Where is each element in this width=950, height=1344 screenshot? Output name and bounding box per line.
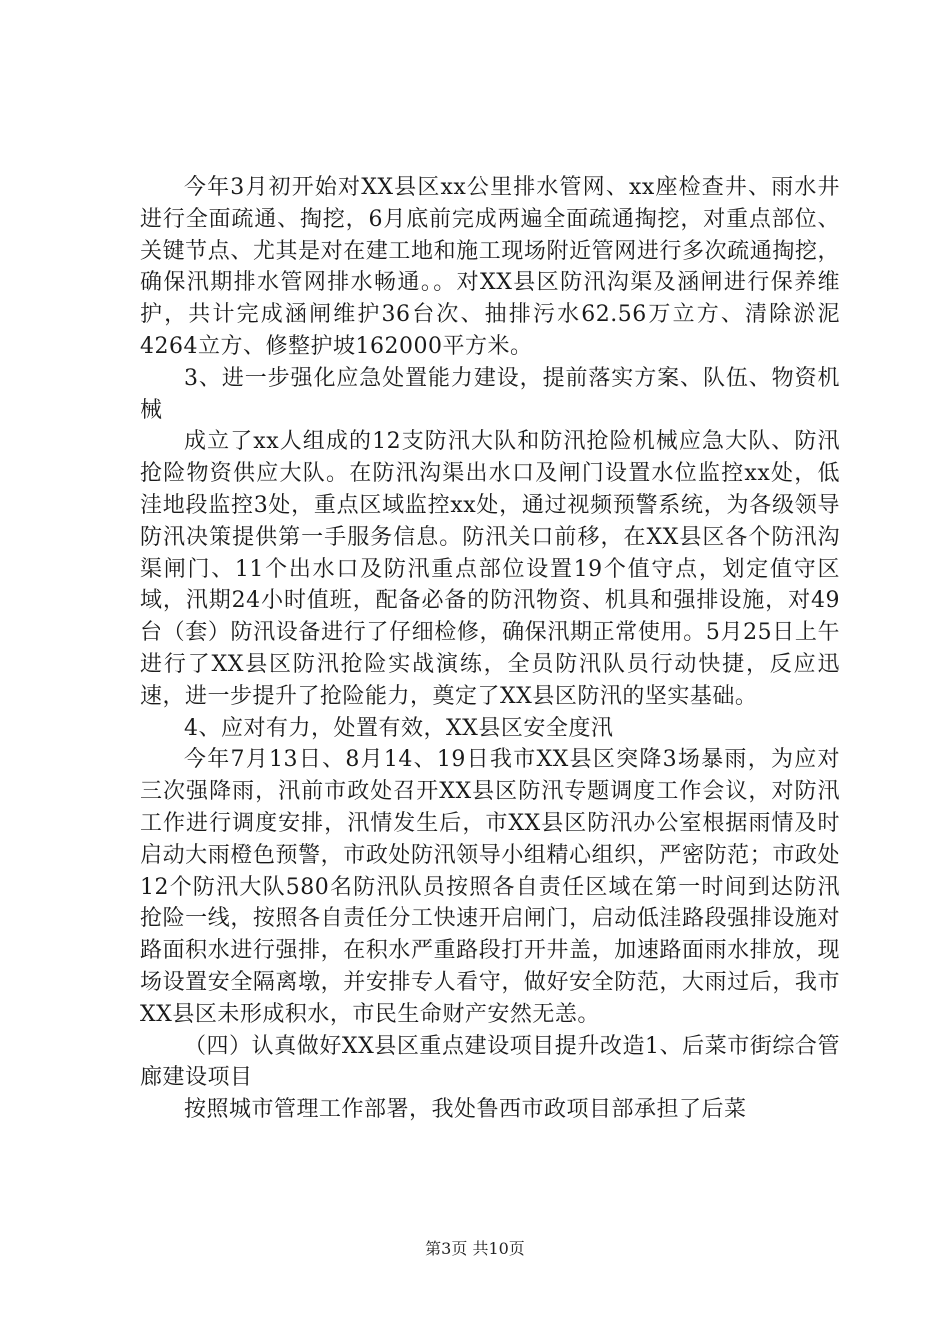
heading-key-projects: （四）认真做好XX县区重点建设项目提升改造1、后菜市街综合管廊建设项目 [140, 1033, 840, 1091]
paragraph-project-intro: 按照城市管理工作部署，我处鲁西市政项目部承担了后菜 [184, 1097, 747, 1123]
heading-emergency-capacity: 3、进一步强化应急处置能力建设，提前落实方案、队伍、物资机械 [140, 365, 840, 423]
paragraph-flood-teams: 成立了xx人组成的12支防汛大队和防汛抢险机械应急大队、防汛抢险物资供应大队。在防汛沟渠出水口及闸门设置水位监控xx处，低洼地段监控3处，重点区域监控xx处，通过视频预警系统，为各级领导防汛决策提供第一手服务信息。防汛关口前移，在XX县区各个防汛沟渠闸门、11个出水口及防汛重点部位设置19个值守点，划定值守区域，汛期24小时值班，配备必备的防汛物资、机具和强排设施，对49台（套）防汛设备进行了仔细检修，确保汛期正常使用。5月25日上午进行了XX县区防汛抢险实战演练，全员防汛队员行动快捷，反应迅速，进一步提升了抢险能力，奠定了XX县区防汛的坚实基础。 [140, 429, 840, 709]
page-footer [0, 1236, 950, 1259]
document-body [140, 172, 840, 1126]
heading-flood-response: 4、应对有力，处置有效，XX县区安全度汛 [184, 715, 614, 741]
paragraph-rainstorm-response: 今年7月13日、8月14、19日我市XX县区突降3场暴雨，为应对三次强降雨，汛前市政处召开XX县区防汛专题调度工作会议，对防汛工作进行调度安排，汛情发生后，市XX县区防汛办公室根据雨情及时启动大雨橙色预警，市政处防汛领导小组精心组织，严密防范；市政处12个防汛大队580名防汛队员按照各自责任区域在第一时间到达防汛抢险一线，按照各自责任分工快速开启闸门，启动低洼路段强排设施对路面积水进行强排，在积水严重路段打开井盖，加速路面雨水排放，现场设置安全隔离墩，并安排专人看守，做好安全防范，大雨过后，我市XX县区未形成积水，市民生命财产安然无恙。 [140, 747, 840, 1027]
paragraph-drainage-maintenance: 今年3月初开始对XX县区xx公里排水管网、xx座检查井、雨水井进行全面疏通、掏挖，6月底前完成两遍全面疏通掏挖，对重点部位、关键节点、尤其是对在建工地和施工现场附近管网进行多次疏通掏挖，确保汛期排水管网排水畅通。。对XX县区防汛沟渠及涵闸进行保养维护，共计完成涵闸维护36台次、抽排污水62.56万立方、清除淤泥4264立方、修整护坡162000平方米。 [140, 175, 840, 359]
page-number: 第3页 共10页 [425, 1239, 525, 1258]
